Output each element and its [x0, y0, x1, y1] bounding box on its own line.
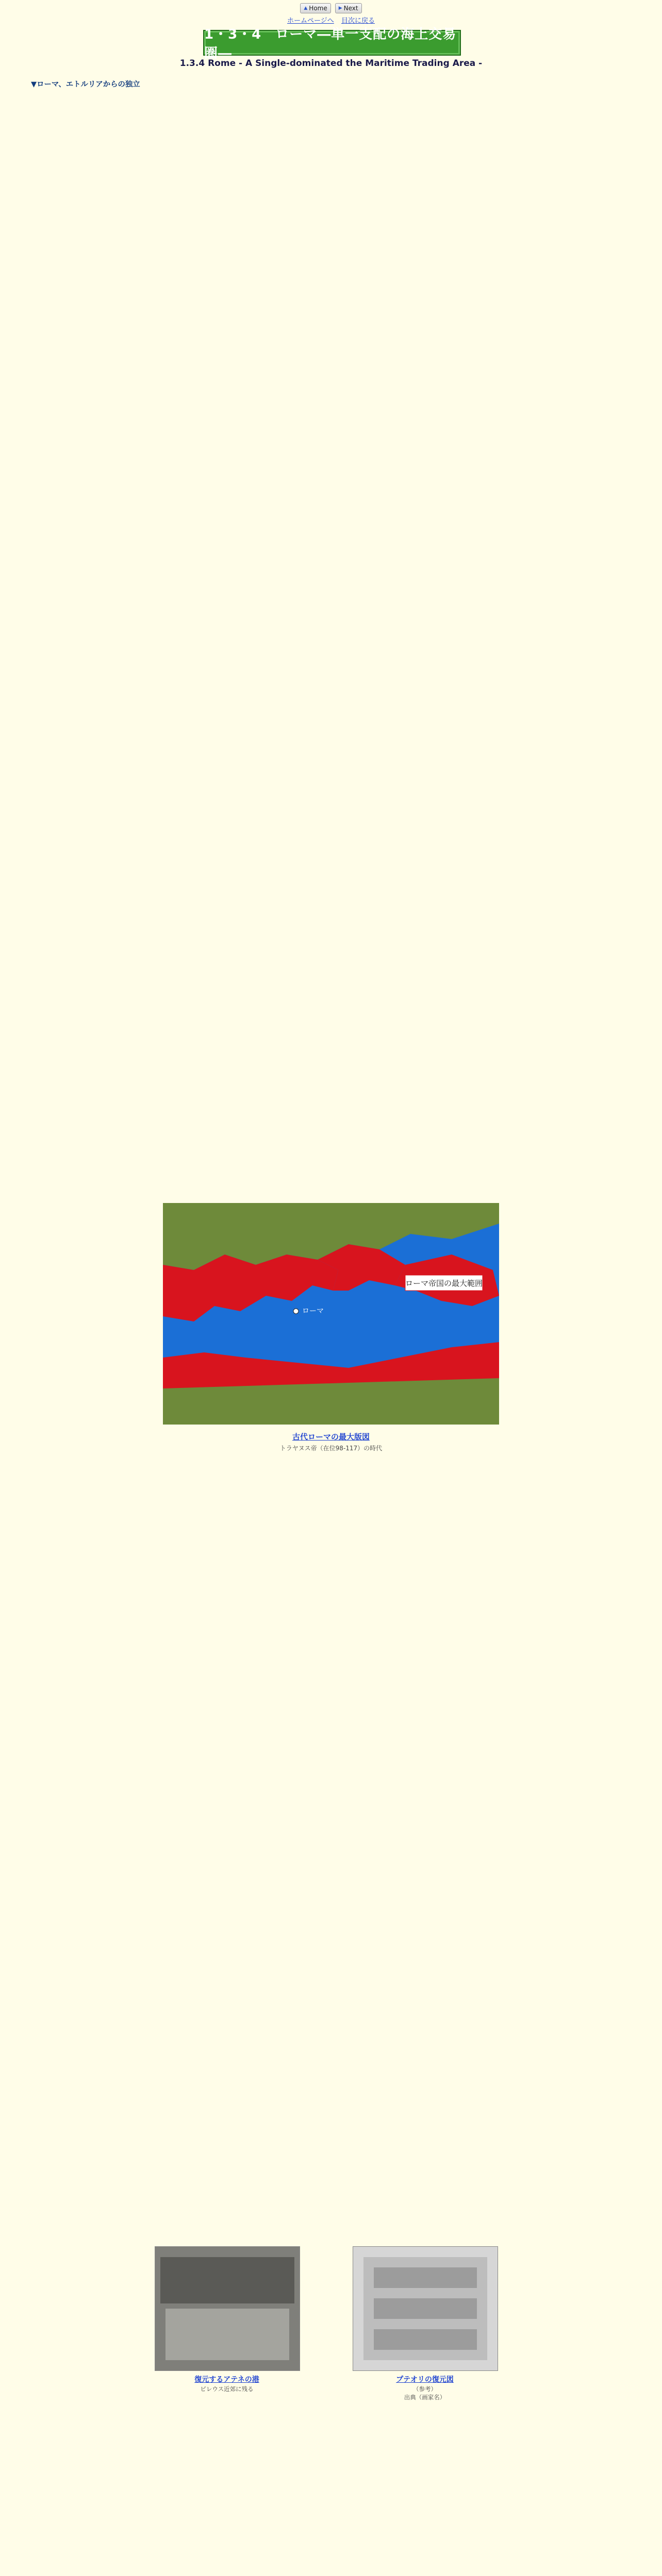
map-legend-text: ローマ帝国の最大範囲: [405, 1279, 483, 1288]
roman-empire-map: [163, 1203, 499, 1425]
puteoli-map-photo: [353, 2246, 498, 2371]
home-icon: ▲: [304, 6, 308, 11]
puteoli-photo-credit: 出典（画家名）: [404, 2394, 446, 2401]
athens-port-photo: [155, 2246, 300, 2371]
section-heading: ▼ローマ、エトルリアからの独立: [31, 80, 140, 89]
next-button-label: Next: [343, 5, 358, 12]
page-subtitle: 1.3.4 Rome - A Single-dominated the Maritime Trading Area -: [179, 58, 483, 69]
home-button[interactable]: [300, 3, 330, 13]
puteoli-illustration: [353, 2247, 498, 2370]
nav-buttons: [0, 3, 662, 13]
puteoli-photo-note: （参考）: [413, 2385, 437, 2393]
toc-link[interactable]: 目次に戻る: [341, 17, 375, 25]
map-svg: [163, 1203, 499, 1425]
athens-port-illustration: [155, 2247, 300, 2370]
athens-photo-caption[interactable]: 復元するアテネの港: [194, 2376, 259, 2384]
puteoli-photo-caption[interactable]: プテオリの復元図: [396, 2376, 454, 2384]
rome-marker-icon: [293, 1309, 299, 1314]
page-title: 1・3・4 ローマ―単一支配の海上交易圏―: [204, 27, 457, 61]
top-navigation: [0, 3, 662, 25]
next-button[interactable]: [335, 3, 362, 13]
page-title-banner: [203, 27, 461, 61]
article-body: [31, 78, 631, 91]
map-rome-label: ローマ: [302, 1307, 324, 1315]
home-link[interactable]: ホームページへ: [287, 17, 334, 25]
next-icon: ▶: [338, 6, 342, 11]
athens-photo-note: ピレウス近郊に残る: [200, 2385, 254, 2393]
home-button-label: Home: [309, 5, 327, 12]
map-caption[interactable]: 古代ローマの最大版図: [292, 1432, 370, 1442]
map-credit: トラヤヌス帝（在位98-117）の時代: [279, 1445, 383, 1452]
